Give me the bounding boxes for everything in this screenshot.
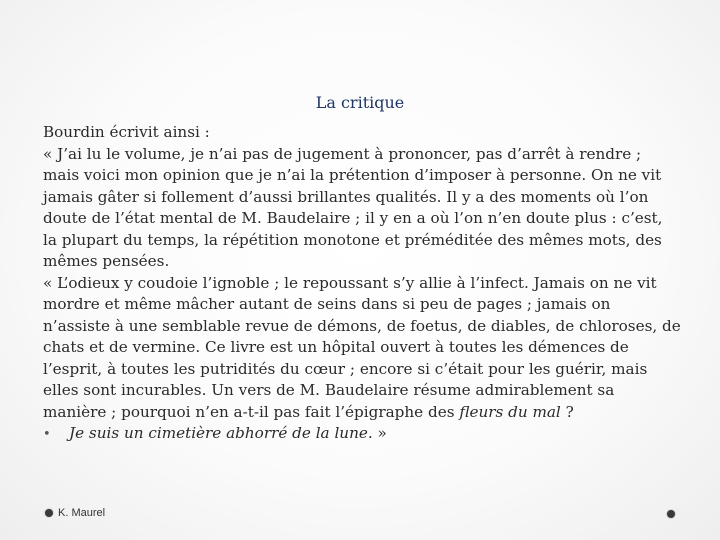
slide-title: La critique [315,93,405,112]
quote-verse-wrap [69,423,387,445]
quote-paragraph-2-end: ? [560,402,574,421]
footer-author: K. Maurel [58,507,106,519]
footer-dot-icon [45,509,53,517]
bullet-icon: • [43,427,51,442]
quote-paragraph-2 [43,273,681,424]
slide-body [43,122,681,446]
quote-paragraph-1: « J’ai lu le volume, je n’ai pas de jugement à prononcer, pas d’arrêt à rendre ; mais voici mon opinion que je n’ai la prétention d’imposer à personne. On ne vit jamais gâter si follement d’aussi brillantes qualités. Il y a des moments où l’on doute de l’état mental de M. Baudelaire ; il y en a où l’on n’en doute plus : c’est, la plupart du temps, la répétition monotone et préméditée des mêmes mots, des mêmes pensées. [43,144,663,270]
bullet-item [43,423,681,446]
book-title: fleurs du mal [459,402,561,421]
quote-close: » [372,424,387,442]
quote-paragraph-2-text: « L’odieux y coudoie l’ignoble ; le repoussant s’y allie à l’infect. Jamais on ne vit mordre et même mâcher autant de seins dans si peu de pages ; jamais on n’assiste à une semblable revue de démons, de foetus, de diables, de chloroses, de chats et de vermine. Ce livre est un hôpital ouvert à toutes les démences de l’esprit, à toutes les putridités du cœur ; encore si c’était pour les guérir, mais elles sont incurables. Un vers de M. Baudelaire résume admirablement sa manière ; pourquoi n’en a-t-il pas fait l’épigraphe des [43,273,681,421]
quote-verse: Je suis un cimetière abhorré de la lune. [69,424,373,442]
intro-line: Bourdin écrivit ainsi : [43,123,210,141]
footer [45,507,105,519]
corner-dot-icon [667,510,675,518]
